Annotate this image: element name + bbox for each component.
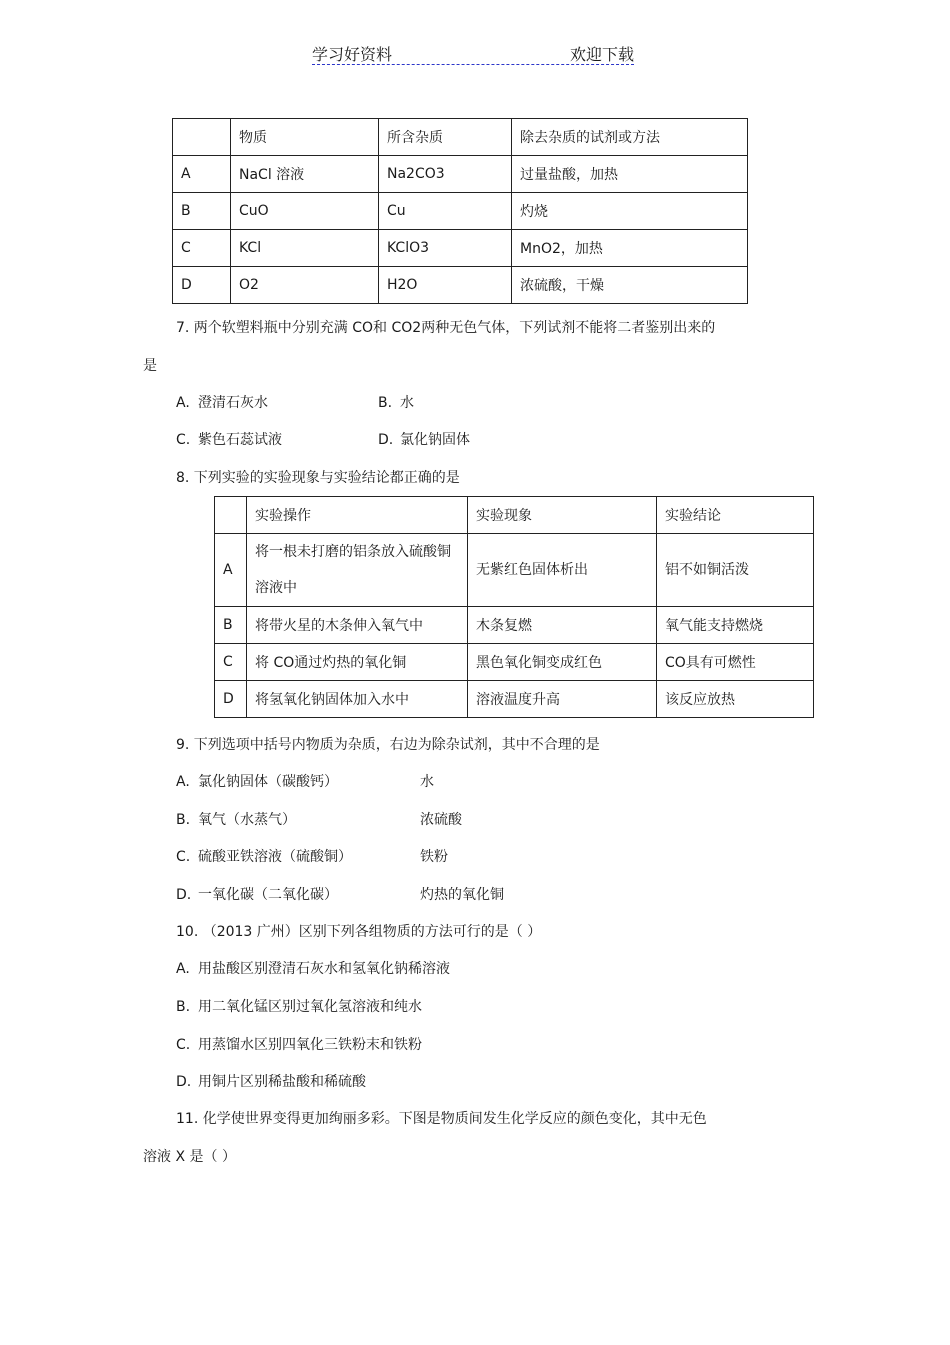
table-cell: CuO: [231, 193, 379, 230]
header-left-text: 学习好资料: [312, 45, 393, 64]
table-header-cell: [215, 497, 247, 534]
question-9-option-c: [176, 846, 352, 866]
option-label: C.: [176, 849, 191, 865]
question-10-option-d: [176, 1071, 366, 1091]
table-row: [173, 193, 748, 230]
question-11-stem: 11. 化学使世界变得更加绚丽多彩。下图是物质间发生化学反应的颜色变化，其中无色: [176, 1111, 707, 1127]
question-7-stem-cont: 是: [143, 358, 157, 374]
table-cell: B: [215, 607, 247, 644]
option-text: 硫酸亚铁溶液（硫酸铜）: [198, 849, 352, 865]
table-cell: 氧气能支持燃烧: [657, 607, 814, 644]
table-row: [173, 156, 748, 193]
option-label: B.: [176, 812, 191, 828]
table-cell: 铝不如铜活泼: [657, 534, 814, 607]
table-cell: Cu: [379, 193, 512, 230]
question-10-option-c: [176, 1034, 422, 1054]
table-header-cell: 除去杂质的试剂或方法: [512, 119, 748, 156]
question-9-stem: 9. 下列选项中括号内物质为杂质，右边为除杂试剂，其中不合理的是: [176, 737, 600, 753]
question-9-reagent-b: 浓硫酸: [420, 812, 462, 828]
option-text: 一氧化碳（二氧化碳）: [198, 887, 338, 903]
option-label: C.: [176, 432, 191, 448]
option-text: 澄清石灰水: [198, 395, 268, 411]
table-cell: H2O: [379, 267, 512, 304]
table-header-row: [173, 119, 748, 156]
table-cell: 浓硫酸，干燥: [512, 267, 748, 304]
option-text: 用蒸馏水区别四氧化三铁粉末和铁粉: [198, 1037, 422, 1053]
table-cell: Na2CO3: [379, 156, 512, 193]
header-right-text: 欢迎下载: [569, 45, 634, 64]
experiment-table: [214, 496, 814, 718]
table-row: [215, 644, 814, 681]
table-cell: D: [215, 681, 247, 718]
table-row: [215, 607, 814, 644]
table-cell: 将氢氧化钠固体加入水中: [247, 681, 468, 718]
question-7-option-d: [378, 429, 470, 449]
question-10-stem: 10. （2013 广州）区别下列各组物质的方法可行的是（ ）: [176, 924, 542, 940]
table-cell: 将带火星的木条伸入氧气中: [247, 607, 468, 644]
table-header-cell: [173, 119, 231, 156]
question-9-reagent-a: 水: [420, 774, 434, 790]
table-cell: O2: [231, 267, 379, 304]
table-cell: 无紫红色固体析出: [468, 534, 657, 607]
table-cell: 黑色氧化铜变成红色: [468, 644, 657, 681]
table-cell: 过量盐酸，加热: [512, 156, 748, 193]
option-label: A.: [176, 774, 190, 790]
table-cell: D: [173, 267, 231, 304]
table-cell: C: [173, 230, 231, 267]
option-text: 用盐酸区别澄清石灰水和氢氧化钠稀溶液: [198, 961, 450, 977]
question-10-option-b: [176, 996, 422, 1016]
table-cell: KClO3: [379, 230, 512, 267]
option-label: A.: [176, 961, 190, 977]
question-9-option-b: [176, 809, 296, 829]
table-row: [215, 681, 814, 718]
option-text: 氧气（水蒸气）: [198, 812, 296, 828]
option-label: B.: [378, 395, 393, 411]
option-label: D.: [176, 887, 192, 903]
table-cell: A: [215, 534, 247, 607]
question-9-option-a: [176, 771, 338, 791]
option-text: 用铜片区别稀盐酸和稀硫酸: [198, 1074, 366, 1090]
question-7-option-b: [378, 392, 414, 412]
option-label: D.: [378, 432, 394, 448]
table-cell: C: [215, 644, 247, 681]
table-cell: KCl: [231, 230, 379, 267]
table-header-cell: 所含杂质: [379, 119, 512, 156]
table-cell: A: [173, 156, 231, 193]
table-header-cell: 物质: [231, 119, 379, 156]
option-label: B.: [176, 999, 191, 1015]
question-9-option-d: [176, 884, 338, 904]
page-header: [312, 40, 634, 65]
option-text: 紫色石蕊试液: [198, 432, 282, 448]
table-header-cell: 实验操作: [247, 497, 468, 534]
option-text: 水: [400, 395, 414, 411]
impurity-table: [172, 118, 748, 304]
option-text: 用二氧化锰区别过氧化氢溶液和纯水: [198, 999, 422, 1015]
option-label: C.: [176, 1037, 191, 1053]
table-row: [215, 534, 814, 607]
option-label: D.: [176, 1074, 192, 1090]
table-cell: MnO2，加热: [512, 230, 748, 267]
question-7-option-a: [176, 392, 268, 412]
table-row: [173, 267, 748, 304]
question-9-reagent-c: 铁粉: [420, 849, 448, 865]
table-cell: 该反应放热: [657, 681, 814, 718]
table-header-cell: 实验结论: [657, 497, 814, 534]
table-cell: CO具有可燃性: [657, 644, 814, 681]
table-header-row: [215, 497, 814, 534]
question-7-stem: 7. 两个软塑料瓶中分别充满 CO和 CO2两种无色气体，下列试剂不能将二者鉴别出来的: [176, 320, 716, 336]
question-8-stem: 8. 下列实验的实验现象与实验结论都正确的是: [176, 470, 460, 486]
table-header-cell: 实验现象: [468, 497, 657, 534]
question-9-reagent-d: 灼热的氧化铜: [420, 887, 504, 903]
table-row: [173, 230, 748, 267]
option-label: A.: [176, 395, 190, 411]
option-text: 氯化钠固体（碳酸钙）: [198, 774, 338, 790]
table-cell: 将一根未打磨的铝条放入硫酸铜溶液中: [247, 534, 468, 607]
option-text: 氯化钠固体: [400, 432, 470, 448]
question-7-option-c: [176, 429, 282, 449]
table-cell: 将 CO通过灼热的氧化铜: [247, 644, 468, 681]
table-cell: B: [173, 193, 231, 230]
table-cell: 木条复燃: [468, 607, 657, 644]
table-cell: 灼烧: [512, 193, 748, 230]
table-cell: NaCl 溶液: [231, 156, 379, 193]
question-11-stem-cont: 溶液 X 是（ ）: [143, 1149, 236, 1165]
table-cell: 溶液温度升高: [468, 681, 657, 718]
question-10-option-a: [176, 958, 450, 978]
